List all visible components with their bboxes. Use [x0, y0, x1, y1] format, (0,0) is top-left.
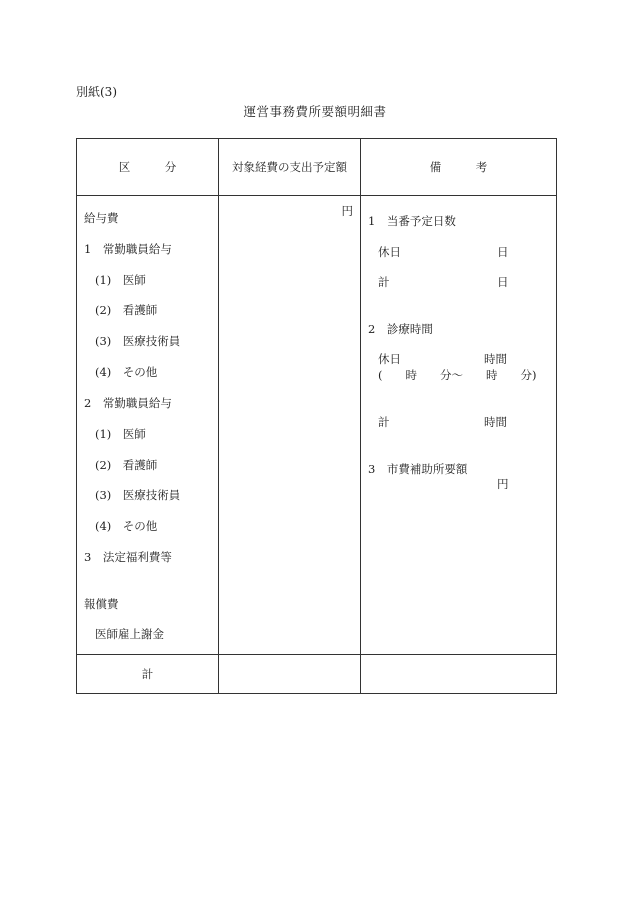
holiday-unit: 日	[497, 245, 509, 259]
staff1-other: (4) その他	[95, 365, 158, 379]
amount-cell	[219, 196, 361, 655]
total-remarks-cell	[361, 655, 557, 694]
days-total-unit: 日	[497, 275, 509, 289]
total-label: 計	[77, 655, 219, 694]
holiday-label: 休日	[378, 245, 401, 259]
staff2-doctor: (1) 医師	[95, 427, 146, 441]
header-category: 区 分	[77, 139, 219, 196]
document-title: 運営事務費所要額明細書	[243, 104, 387, 119]
header-row	[77, 139, 557, 196]
hours-range: ( 時 分〜 時 分)	[378, 368, 537, 382]
subsidy-unit: 円	[497, 477, 509, 491]
staff1-technician: (3) 医療技術員	[95, 334, 181, 348]
hours-total-label: 計	[378, 415, 390, 429]
body-row	[77, 196, 557, 655]
regular-staff-2-label: 2 常勤職員給与	[84, 396, 172, 410]
hours-heading: 2 診療時間	[368, 322, 433, 336]
category-cell	[77, 196, 219, 655]
header-remarks: 備 考	[361, 139, 557, 196]
hours-total-unit: 時間	[484, 415, 507, 429]
regular-staff-1-label: 1 常勤職員給与	[84, 242, 172, 256]
welfare-label: 3 法定福利費等	[84, 550, 172, 564]
days-total-label: 計	[378, 275, 390, 289]
hours-holiday-unit: 時間	[484, 352, 507, 366]
subsidy-heading: 3 市費補助所要額	[368, 462, 468, 476]
header-amount: 対象経費の支出予定額	[219, 139, 361, 196]
total-amount-cell	[219, 655, 361, 694]
remuneration-label: 報償費	[84, 597, 119, 611]
staff1-doctor: (1) 医師	[95, 273, 146, 287]
staff1-nurse: (2) 看護師	[95, 303, 158, 317]
expense-table	[76, 138, 557, 694]
staff2-nurse: (2) 看護師	[95, 458, 158, 472]
duty-days-heading: 1 当番予定日数	[368, 214, 456, 228]
salary-label: 給与費	[84, 211, 119, 225]
staff2-other: (4) その他	[95, 519, 158, 533]
hours-holiday-label: 休日	[378, 352, 401, 366]
amount-unit: 円	[341, 204, 353, 218]
total-row	[77, 655, 557, 694]
remarks-cell	[361, 196, 557, 655]
document-label: 別紙(3)	[76, 85, 117, 99]
doctor-fee-label: 医師雇上謝金	[95, 627, 164, 641]
staff2-technician: (3) 医療技術員	[95, 488, 181, 502]
